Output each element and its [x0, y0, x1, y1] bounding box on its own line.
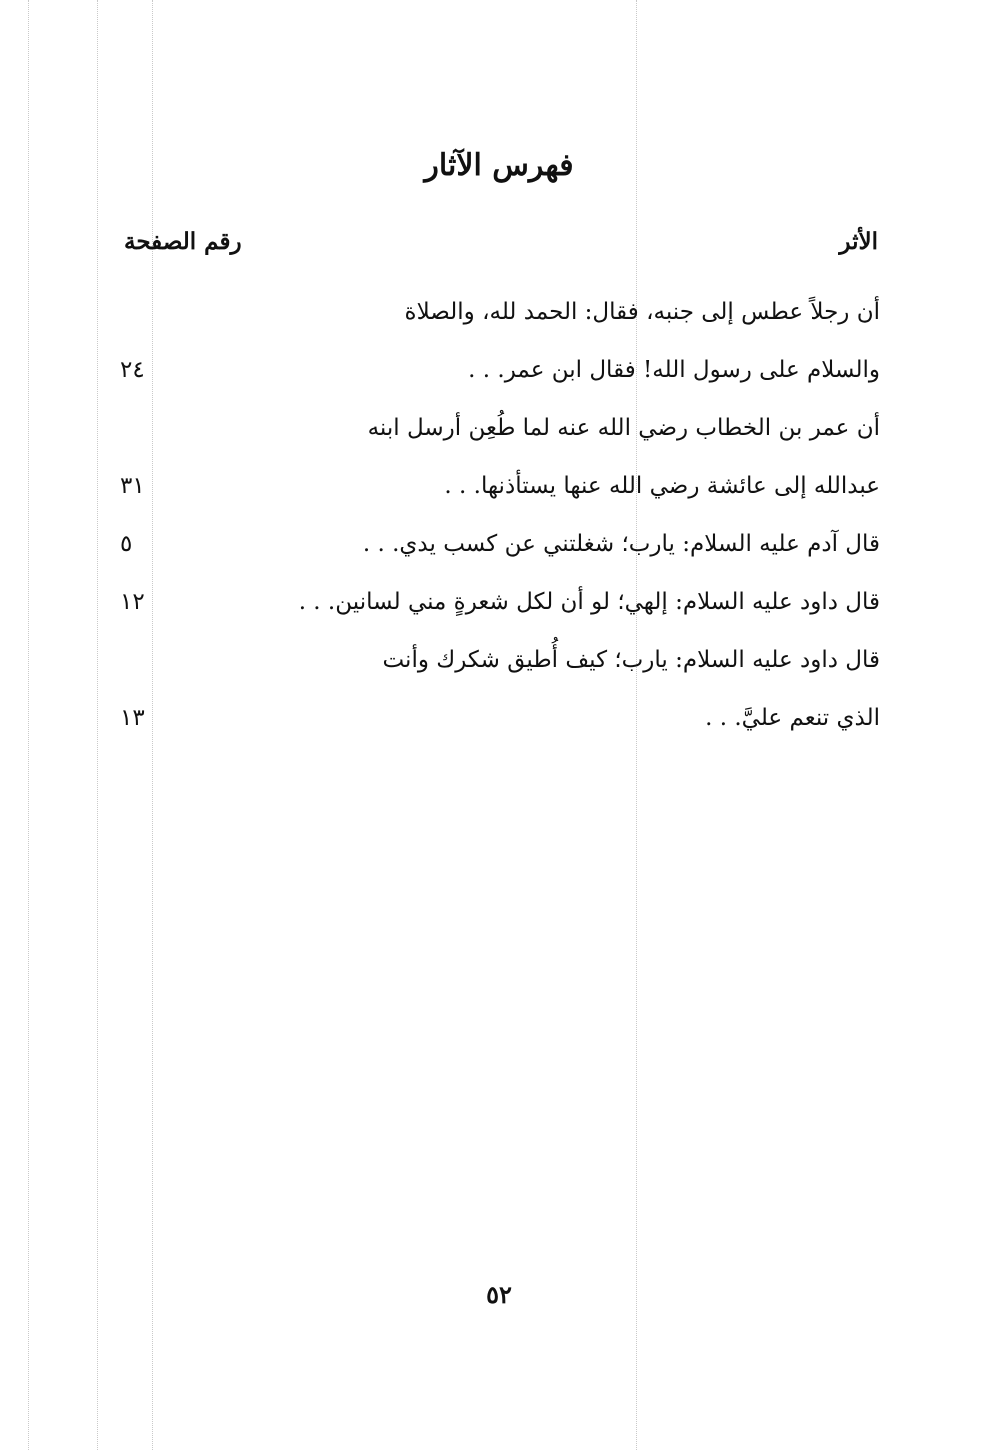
index-row: [110, 522, 880, 580]
athar-text: قال آدم عليه السلام: يارب؛ شغلتني عن كسب يدي. . .: [362, 531, 880, 557]
athar-text: قال داود عليه السلام: إلهي؛ لو أن لكل شعرةٍ مني لسانين. . .: [298, 589, 880, 615]
index-row: [110, 696, 880, 754]
page-reference: ٣١: [120, 473, 145, 499]
page-reference: ١٢: [120, 589, 145, 615]
scan-artifact-line: [28, 0, 29, 1450]
index-row: [110, 406, 880, 464]
column-header-page-number: رقم الصفحة: [124, 228, 242, 255]
footer-page-number: ٥٢: [486, 1280, 512, 1309]
page-reference: ١٣: [120, 705, 145, 731]
index-row: [110, 290, 880, 348]
page-reference: ٢٤: [120, 357, 145, 383]
athar-text: أن رجلاً عطس إلى جنبه، فقال: الحمد لله، والصلاة: [404, 299, 880, 325]
athar-text: عبدالله إلى عائشة رضي الله عنها يستأذنها. . .: [444, 473, 880, 499]
page-title: فهرس الآثار: [424, 148, 574, 183]
index-row: [110, 348, 880, 406]
athar-text: قال داود عليه السلام: يارب؛ كيف أُطيق شكرك وأنت: [382, 647, 880, 673]
index-row: [110, 464, 880, 522]
column-header-athar: الأثر: [839, 228, 878, 255]
athar-text: أن عمر بن الخطاب رضي الله عنه لما طُعِن أرسل ابنه: [367, 415, 880, 441]
index-row: [110, 638, 880, 696]
index-list: [110, 290, 880, 754]
scan-artifact-line: [97, 0, 98, 1450]
page-reference: ٥: [120, 531, 133, 557]
athar-text: والسلام على رسول الله! فقال ابن عمر. . .: [468, 357, 880, 383]
index-row: [110, 580, 880, 638]
athar-text: الذي تنعم عليَّ. . .: [705, 705, 880, 731]
